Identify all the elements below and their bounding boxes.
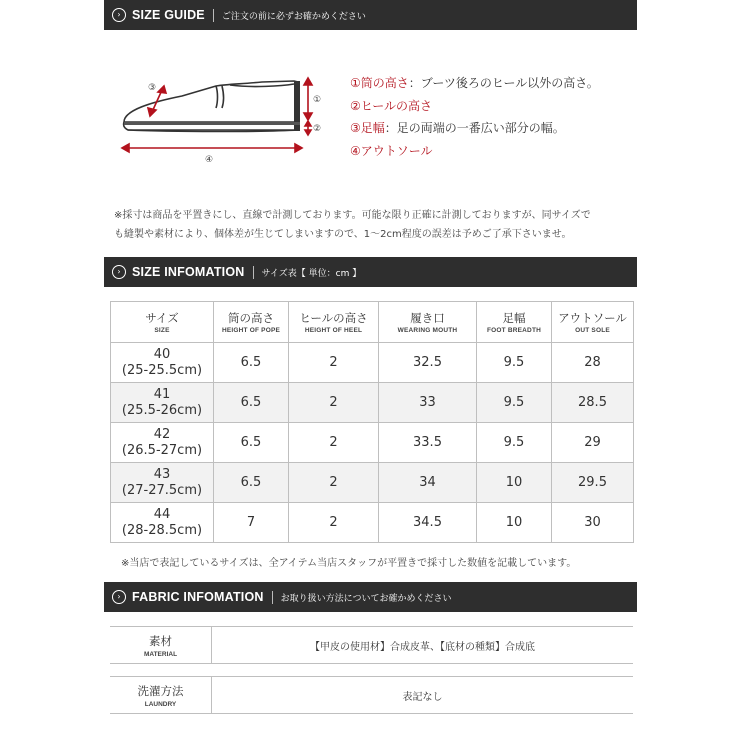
laundry-row [110,676,633,714]
laundry-label-jp: 洗濯方法 [137,683,184,698]
legend-item [350,117,599,140]
mouth-cell: 33 [379,383,477,423]
note-line: ※採寸は商品を平置きにし、直線で計測しております。可能な限り正確に計測しておりますが、同サイズで [114,210,591,221]
heel-cell: 2 [289,383,379,423]
laundry-label [110,677,212,713]
pope-cell: 6.5 [214,343,289,383]
label-heel-marker: ② [313,124,322,134]
label-sole-marker: ④ [205,155,214,165]
divider [213,9,214,22]
legend-desc: ：足の両端の一番広い部分の幅。 [384,121,565,135]
size-info-subtitle: サイズ表【 単位：cm 】 [261,268,362,279]
material-label-jp: 素材 [149,633,172,648]
legend-item [350,140,599,163]
table-row [111,503,634,543]
size-info-title: SIZE INFOMATION [132,265,245,279]
size-cell: 44 (28-28.5cm) [111,503,214,543]
heel-cell: 2 [289,423,379,463]
column-header-breadth: 足幅 FOOT BREADTH [477,302,552,343]
heel-cell: 2 [289,343,379,383]
table-row [111,383,634,423]
table-row [111,423,634,463]
sole-cell: 28 [552,343,634,383]
mouth-cell: 32.5 [379,343,477,383]
size-cell: 40 (25-25.5cm) [111,343,214,383]
mouth-cell: 34 [379,463,477,503]
legend-desc: ：ブーツ後ろのヒール以外の高さ。 [408,76,599,90]
breadth-cell: 9.5 [477,423,552,463]
chevron-right-icon: › [112,8,126,22]
size-info-header [104,257,637,287]
sole-cell: 29 [552,423,634,463]
legend-label: ③足幅 [350,121,385,135]
size-guide-title: SIZE GUIDE [132,8,205,22]
size-cell: 42 (26.5-27cm) [111,423,214,463]
pope-cell: 6.5 [214,383,289,423]
size-guide-header [104,0,637,30]
size-cell: 41 (25.5-26cm) [111,383,214,423]
table-header-row [111,302,634,343]
breadth-cell: 9.5 [477,343,552,383]
pope-cell: 6.5 [214,423,289,463]
chevron-right-icon: › [112,265,126,279]
material-label [110,627,212,663]
material-value: 【甲皮の使用材】合成皮革、【底材の種類】合成底 [310,641,535,653]
breadth-cell: 9.5 [477,383,552,423]
divider [253,266,254,279]
heel-cell: 2 [289,463,379,503]
column-header-size: サイズ SIZE [111,302,214,343]
sole-cell: 28.5 [552,383,634,423]
sole-cell: 29.5 [552,463,634,503]
column-header-pope: 筒の高さ HEIGHT OF POPE [214,302,289,343]
legend-label: ②ヒールの高さ [350,98,433,113]
measurement-legend [350,72,599,162]
shoe-diagram [112,72,332,172]
breadth-cell: 10 [477,463,552,503]
sole-cell: 30 [552,503,634,543]
material-label-en: MATERIAL [143,650,178,658]
column-header-heel: ヒールの高さ HEIGHT OF HEEL [289,302,379,343]
fabric-info-header [104,582,637,612]
label-height-marker: ① [313,95,322,105]
pope-cell: 6.5 [214,463,289,503]
size-table [110,301,634,543]
legend-item [350,72,599,95]
heel-cell: 2 [289,503,379,543]
legend-label: ①筒の高さ [350,76,409,90]
note-line: も縫製や素材により、個体差が生じてしまいますので、1〜2cm程度の誤差は予めご了承下さいませ。 [114,229,572,240]
size-note: ※当店で表記しているサイズは、全アイテム当店スタッフが平置きで採寸した数値を記載しています。 [121,558,577,569]
size-guide-subtitle: ご注文の前に必ずお確かめください [221,11,366,22]
chevron-right-icon: › [112,590,126,604]
pope-cell: 7 [214,503,289,543]
column-header-sole: アウトソール OUT SOLE [552,302,634,343]
column-header-mouth: 履き口 WEARING MOUTH [379,302,477,343]
size-cell: 43 (27-27.5cm) [111,463,214,503]
mouth-cell: 34.5 [379,503,477,543]
divider [272,591,273,604]
laundry-value: 表記なし [402,691,443,703]
measurement-note [114,206,634,244]
table-row [111,463,634,503]
fabric-info-title: FABRIC INFOMATION [132,590,264,604]
legend-label: ④アウトソール [350,143,433,158]
table-row [111,343,634,383]
fabric-info-subtitle: お取り扱い方法についてお確かめください [280,593,452,604]
legend-item [350,95,599,118]
label-width-marker: ③ [148,83,157,93]
material-row [110,626,633,664]
mouth-cell: 33.5 [379,423,477,463]
breadth-cell: 10 [477,503,552,543]
laundry-label-en: LAUNDRY [144,700,177,708]
